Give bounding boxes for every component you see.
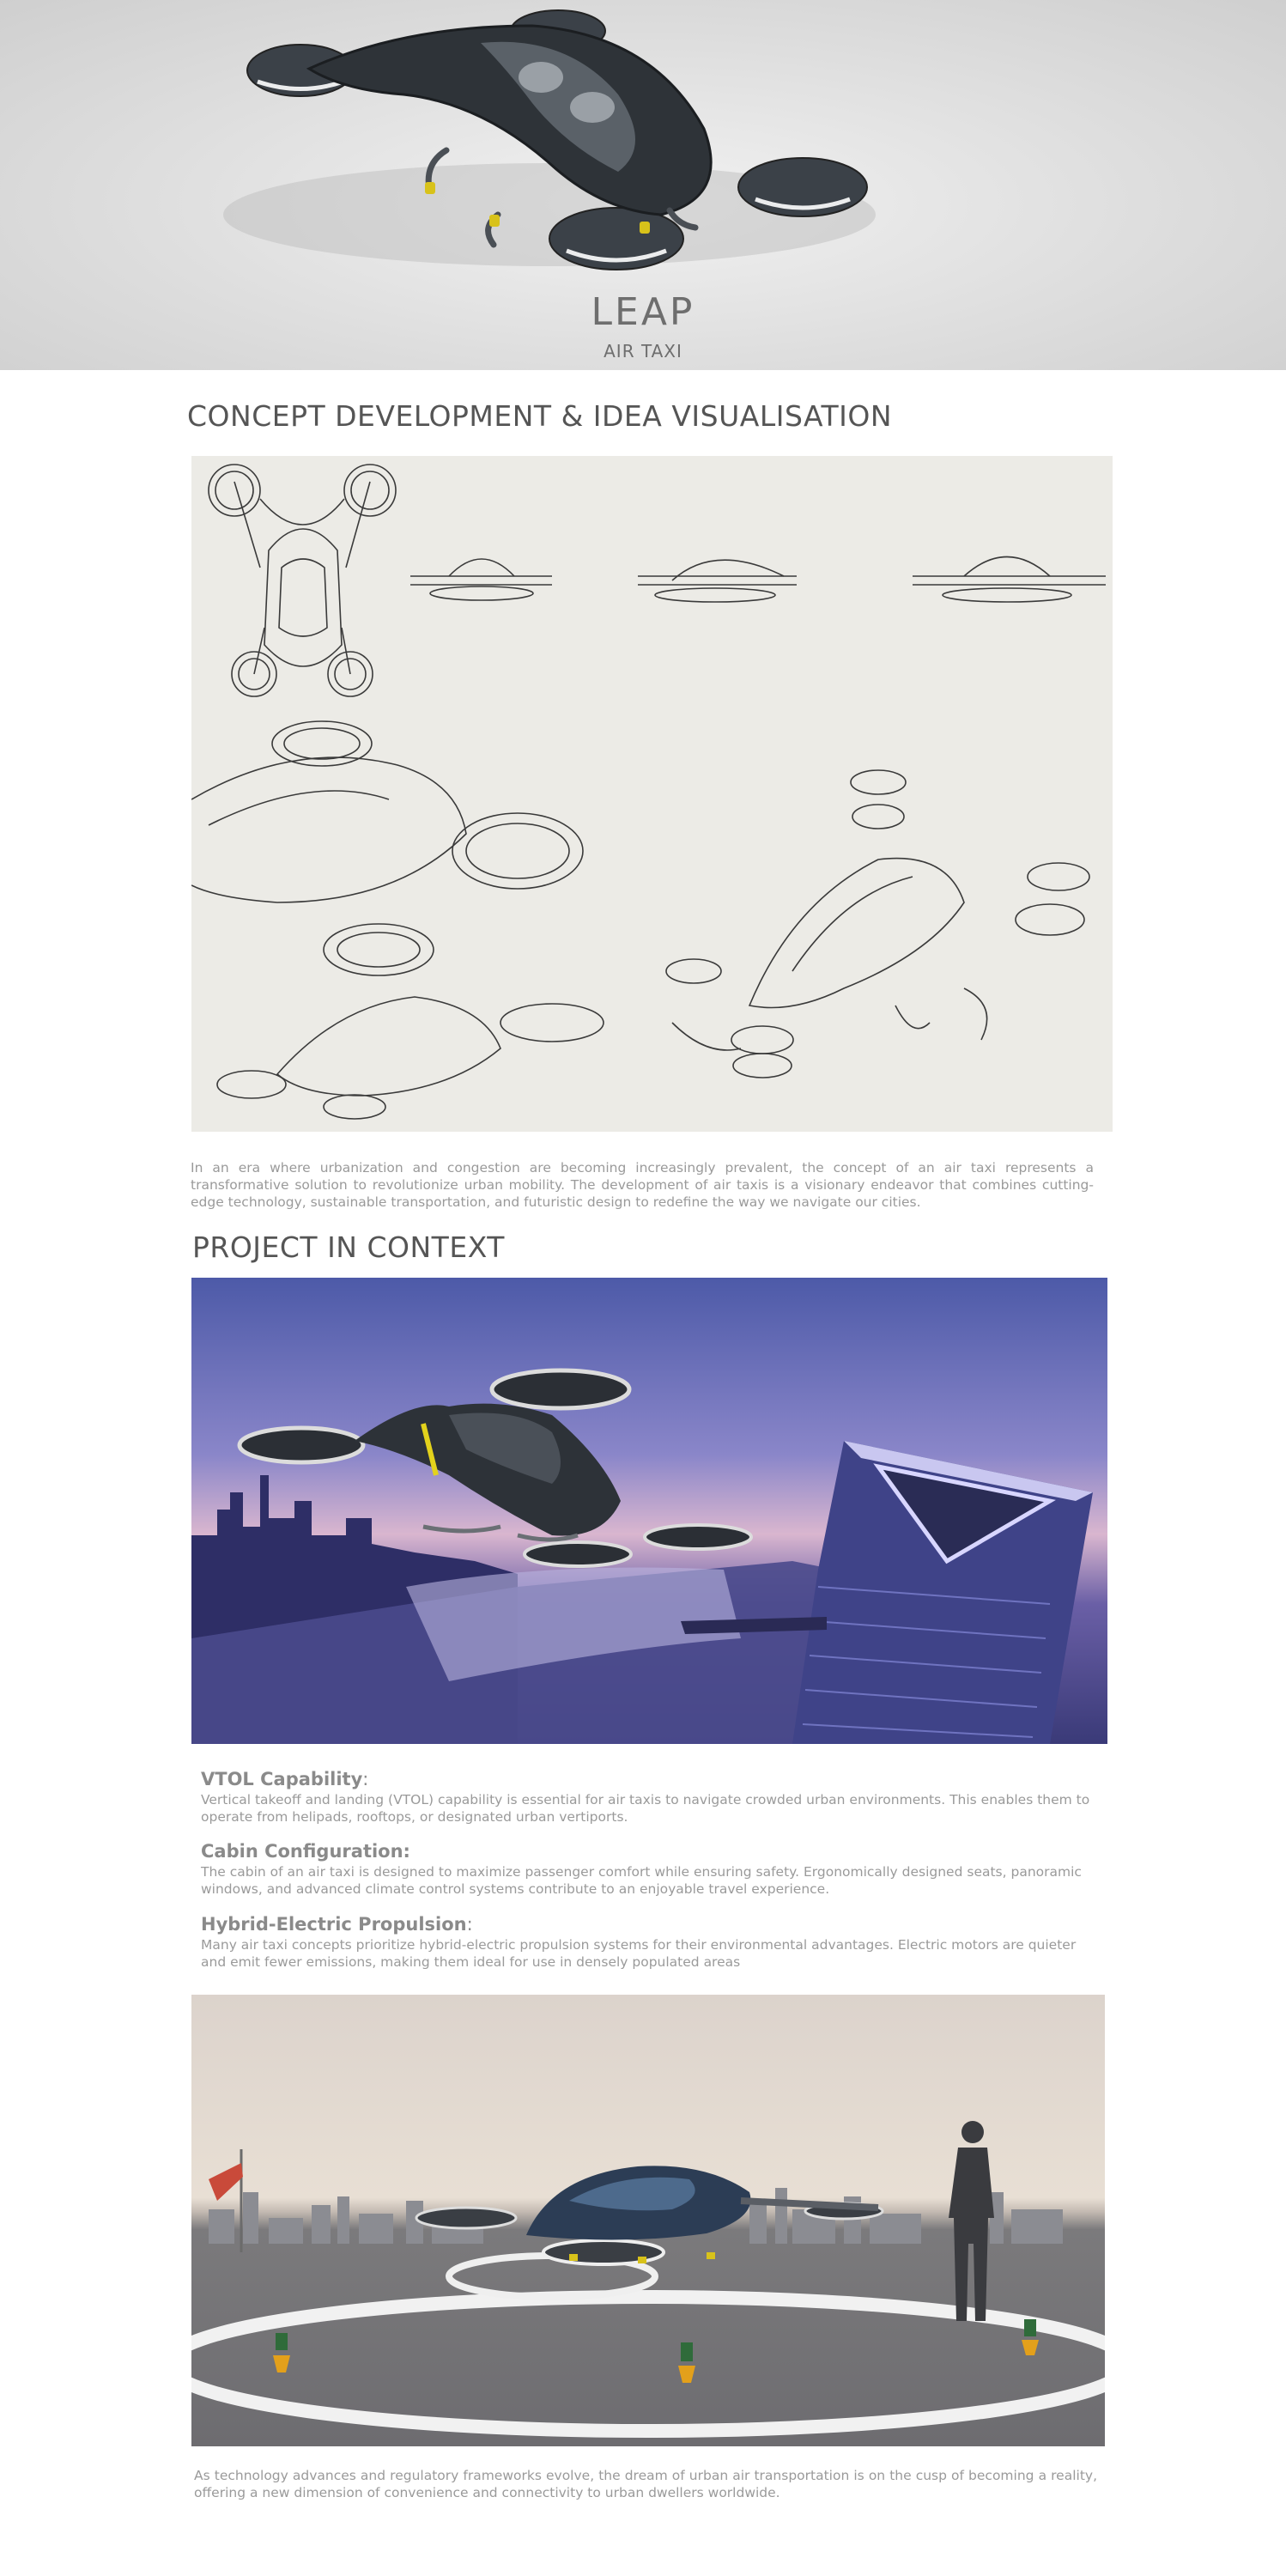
feature-text-propulsion: Many air taxi concepts prioritize hybrid-electric propulsion systems for their environmental advantages. Electric motors are quieter and emit fewer emissions, making them ideal for use in densely populated areas — [201, 1937, 1077, 1970]
standing-person — [949, 2121, 994, 2321]
concept-paragraph: In an era where urbanization and congestion are becoming increasingly prevalent, the concept of an air taxi represents a transformative solution to revolutionize urban mobility. The development of air taxis is a visionary endeavor that combines cutting-edge technology, sustainable transportation, and futuristic design to redefine the way we navigate our cities. — [191, 1160, 1094, 1210]
hero-subtitle: AIR TAXI — [604, 341, 682, 361]
landed-air-taxi — [416, 2166, 883, 2264]
helipad-scene — [191, 1995, 1105, 2446]
feature-title-cabin: Cabin Configuration: — [201, 1841, 410, 1862]
feature-title-vtol: VTOL Capability: — [201, 1769, 369, 1789]
closing-paragraph: As technology advances and regulatory frameworks evolve, the dream of urban air transportation is on the cusp of becoming a reality, offering a new dimension of convenience and connectivity to urban dwellers worldwide. — [194, 2468, 1097, 2500]
concept-sketches-image — [191, 456, 1113, 1132]
sketch-drawings — [191, 456, 1113, 1132]
helipad-lights — [273, 2319, 1039, 2383]
context-city-image — [191, 1278, 1107, 1744]
context-heading: PROJECT IN CONTEXT — [192, 1230, 505, 1264]
city-scene — [191, 1278, 1107, 1744]
hero-title: LEAP — [591, 290, 695, 334]
concept-heading: CONCEPT DEVELOPMENT & IDEA VISUALISATION — [187, 399, 893, 433]
feature-title-propulsion: Hybrid-Electric Propulsion: — [201, 1914, 473, 1935]
feature-text-cabin: The cabin of an air taxi is designed to maximize passenger comfort while ensuring safety. Ergonomically designed seats, panoramic windows, and advanced climate control systems contribute to an enjoyable travel experience. — [201, 1864, 1082, 1897]
hero-banner — [0, 0, 1286, 370]
feature-text-vtol: Vertical takeoff and landing (VTOL) capability is essential for air taxis to navigate crowded urban environments. This enables them to operate from helipads, rooftops, or designated urban vertiports. — [201, 1792, 1090, 1825]
helipad-image — [191, 1995, 1105, 2446]
